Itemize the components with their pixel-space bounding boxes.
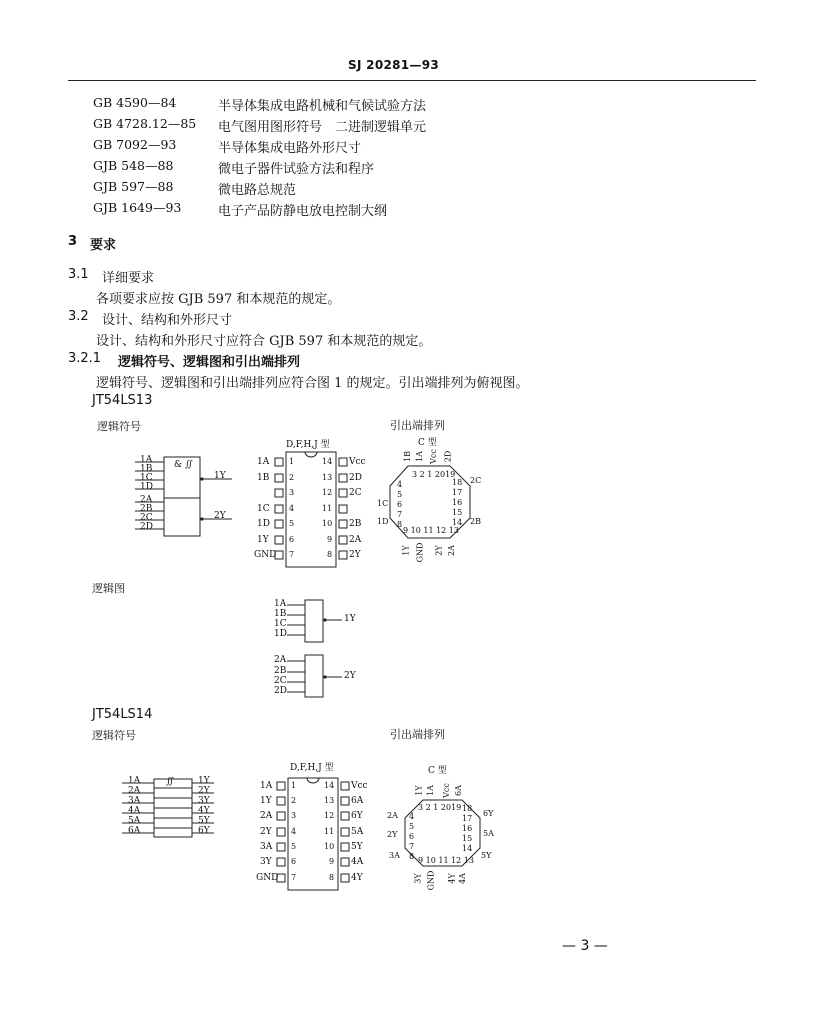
pin-name: 6A <box>453 785 463 796</box>
paragraph: 逻辑符号、逻辑图和引出端排列应符合图 1 的规定。引出端排列为俯视图。 <box>96 376 529 391</box>
pin-number: 4 <box>289 504 295 513</box>
pin-name: 2B <box>349 519 362 529</box>
pinout-label: 引出端排列 <box>390 419 445 432</box>
pin-label: 1B <box>274 609 287 619</box>
pin-name: 2A <box>349 535 362 545</box>
section-number: 3.1 <box>68 267 89 282</box>
pin-name: 2A <box>260 811 273 821</box>
pin-name: 2C <box>349 488 362 498</box>
pin-number: 14 <box>322 457 333 466</box>
pin-number: 17 <box>462 814 473 823</box>
pin-name: 2Y <box>349 550 361 560</box>
pin-number: 1 <box>291 781 297 790</box>
pin-name: 1B <box>402 451 412 462</box>
pin-name: 4Y <box>351 873 363 883</box>
logic-gate-1 <box>305 600 323 642</box>
pin-name: 5Y <box>481 851 492 860</box>
pin-label: 2B <box>140 504 153 514</box>
pin-number: 2 <box>291 796 297 805</box>
pin-name: 1Y <box>401 545 411 556</box>
pin-number: 11 <box>322 504 333 513</box>
pin-number: 13 <box>322 473 333 482</box>
pin-number: 8 <box>329 873 335 882</box>
ref-code: GJB 597—88 <box>93 179 174 194</box>
pin-label: 1Y <box>344 614 356 624</box>
pin-number: 14 <box>452 518 463 527</box>
ref-code: GB 4728.12—85 <box>93 116 197 131</box>
pin-number: 17 <box>452 488 463 497</box>
pin-number: 8 <box>409 852 415 861</box>
pin-label: 1A <box>128 776 141 786</box>
pin-number: 11 <box>324 827 335 836</box>
pin-name: GND <box>426 870 436 891</box>
pin-number: 12 <box>322 488 333 497</box>
logic-qualifier: ∬ <box>166 777 174 787</box>
pin-label: 2D <box>274 686 287 696</box>
pin-name: 2C <box>470 476 482 485</box>
pin-number: 12 <box>324 811 335 820</box>
pin-label: 2Y <box>198 786 210 796</box>
pin-name: 1Y <box>260 796 272 806</box>
pin-name: 1D <box>257 519 270 529</box>
pin-number: 16 <box>452 498 463 507</box>
document-id: SJ 20281—93 <box>348 58 440 72</box>
device-name: JT54LS13 <box>92 393 153 408</box>
pin-name: 1A <box>260 781 273 791</box>
pin-number: 15 <box>462 834 473 843</box>
pin-name: 3A <box>389 851 400 860</box>
pin-name: 1B <box>257 473 270 483</box>
pin-number: 14 <box>462 844 473 853</box>
section-number: 3 <box>68 234 78 249</box>
section-title: 要求 <box>90 238 117 253</box>
pin-name: 6Y <box>351 811 363 821</box>
pin-name: 1A <box>425 785 435 796</box>
pin-label: 1A <box>140 455 153 465</box>
pin-label: 1A <box>274 599 287 609</box>
package-label: D,F,H,J 型 <box>290 763 334 773</box>
pin-number: 6 <box>397 500 403 509</box>
pin-number: 2 <box>289 473 295 482</box>
pin-name: 4A <box>351 857 364 867</box>
ref-code: GB 4590—84 <box>93 95 177 110</box>
ref-code: GJB 548—88 <box>93 158 174 173</box>
pin-label: 2Y <box>214 511 226 521</box>
pin-name: 1Y <box>414 785 424 796</box>
pin-number: 16 <box>462 824 473 833</box>
paragraph: 设计、结构和外形尺寸应符合 GJB 597 和本规范的规定。 <box>96 334 432 349</box>
package-label: C 型 <box>418 438 437 448</box>
pin-label: 1D <box>274 629 287 639</box>
pin-label: 6Y <box>198 826 210 836</box>
logic-gate-2 <box>305 655 323 697</box>
pin-number: 8 <box>397 520 403 529</box>
pin-label: 1C <box>140 473 153 483</box>
pin-number: 7 <box>289 550 295 559</box>
pin-name: 3Y <box>260 857 272 867</box>
section-title: 逻辑符号、逻辑图和引出端排列 <box>118 355 301 370</box>
pin-number: 14 <box>324 781 335 790</box>
ref-title: 微电路总规范 <box>218 183 297 198</box>
pin-number: 18 <box>452 478 463 487</box>
logic-symbol-label: 逻辑符号 <box>92 729 136 742</box>
pin-number: 5 <box>289 519 295 528</box>
device-name: JT54LS14 <box>92 707 153 722</box>
pin-number: 3 <box>291 811 297 820</box>
logic-qualifier: & ∬ <box>174 460 193 470</box>
pin-number: 7 <box>397 510 403 519</box>
pin-number: 9 <box>329 857 335 866</box>
ref-title: 电气图用图形符号 二进制逻辑单元 <box>218 120 427 135</box>
lcc-bottom-numbers: 9 10 11 12 13 <box>403 526 459 535</box>
pin-name: 3Y <box>413 873 423 884</box>
ref-title: 微电子器件试验方法和程序 <box>218 162 375 177</box>
pin-name: Vcc <box>428 449 438 464</box>
pin-label: 4Y <box>198 806 210 816</box>
pin-number: 8 <box>327 550 333 559</box>
package-label: C 型 <box>428 766 447 776</box>
pin-name: 6A <box>351 796 364 806</box>
pin-label: 1C <box>274 619 287 629</box>
pin-name: 1A <box>257 457 270 467</box>
pin-name: 1A <box>414 451 424 462</box>
pin-number: 6 <box>409 832 415 841</box>
pin-number: 6 <box>291 857 297 866</box>
pin-label: 6A <box>128 826 141 836</box>
pin-label: 2A <box>128 786 141 796</box>
pin-name: 1D <box>377 517 389 526</box>
pin-label: 1B <box>140 464 153 474</box>
section-number: 3.2 <box>68 309 89 324</box>
ref-title: 电子产品防静电放电控制大纲 <box>218 204 388 219</box>
pin-label: 5A <box>128 816 141 826</box>
pin-number: 15 <box>452 508 463 517</box>
pin-name: 6Y <box>483 809 494 818</box>
pin-name: 4A <box>457 873 467 884</box>
pin-number: 1 <box>289 457 295 466</box>
pin-name: 5A <box>483 829 494 838</box>
pin-number: 4 <box>291 827 297 836</box>
pin-name: 2A <box>387 811 398 820</box>
pin-name: 3A <box>260 842 273 852</box>
page-number: — 3 — <box>562 938 608 954</box>
pin-name: 2Y <box>260 827 272 837</box>
pin-name: Vcc <box>349 457 366 467</box>
pin-name: 4Y <box>447 873 457 884</box>
pin-name: 2A <box>446 545 456 556</box>
pin-label: 2C <box>140 513 153 523</box>
logic-diagram-label: 逻辑图 <box>92 582 125 595</box>
pin-name: 2B <box>470 517 481 526</box>
section-title: 详细要求 <box>102 271 155 286</box>
pin-label: 3A <box>128 796 141 806</box>
paragraph: 各项要求应按 GJB 597 和本规范的规定。 <box>96 292 341 307</box>
lcc-top-numbers: 3 2 1 2019 <box>418 803 462 812</box>
logic-symbol-label: 逻辑符号 <box>97 420 141 433</box>
pin-label: 1Y <box>198 776 210 786</box>
pin-number: 5 <box>397 490 403 499</box>
pin-name: 2D <box>443 450 453 463</box>
ref-title: 半导体集成电路机械和气候试验方法 <box>218 99 427 114</box>
pinout-label: 引出端排列 <box>390 728 445 741</box>
pin-number: 9 <box>327 535 333 544</box>
lcc-bottom-numbers: 9 10 11 12 13 <box>418 856 474 865</box>
pin-name: 5A <box>351 827 364 837</box>
pin-label: 2B <box>274 666 287 676</box>
pin-name: GND <box>254 550 277 560</box>
pin-label: 3Y <box>198 796 210 806</box>
pin-name: 1C <box>257 504 270 514</box>
pin-number: 4 <box>409 812 415 821</box>
pin-number: 4 <box>397 480 403 489</box>
pin-label: 2Y <box>344 671 356 681</box>
pin-name: 5Y <box>351 842 363 852</box>
lcc-top-numbers: 3 2 1 2019 <box>412 470 456 479</box>
pin-name: 1C <box>377 499 389 508</box>
section-title: 设计、结构和外形尺寸 <box>102 313 233 328</box>
ref-code: GB 7092—93 <box>93 137 177 152</box>
pin-number: 7 <box>291 873 297 882</box>
pin-name: 2Y <box>387 830 398 839</box>
pin-label: 2A <box>274 655 287 665</box>
ref-title: 半导体集成电路外形尺寸 <box>218 141 362 156</box>
pin-number: 5 <box>409 822 415 831</box>
pin-number: 18 <box>462 804 473 813</box>
pin-number: 10 <box>324 842 335 851</box>
pin-name: 2D <box>349 473 362 483</box>
pin-label: 2D <box>140 522 153 532</box>
pin-number: 13 <box>324 796 335 805</box>
pin-number: 6 <box>289 535 295 544</box>
pin-name: 1Y <box>257 535 269 545</box>
pin-number: 10 <box>322 519 333 528</box>
pin-number: 5 <box>291 842 297 851</box>
pin-name: GND <box>415 542 425 563</box>
pin-name: Vcc <box>441 783 451 798</box>
section-number: 3.2.1 <box>68 351 102 366</box>
ref-code: GJB 1649—93 <box>93 200 182 215</box>
pin-label: 2C <box>274 676 287 686</box>
pin-label: 2A <box>140 495 153 505</box>
pin-label: 1D <box>140 482 153 492</box>
pin-label: 4A <box>128 806 141 816</box>
pin-name: GND <box>256 873 279 883</box>
pin-label: 1Y <box>214 471 226 481</box>
pin-name: 2Y <box>434 545 444 556</box>
pin-number: 7 <box>409 842 415 851</box>
pin-label: 5Y <box>198 816 210 826</box>
pin-name: Vcc <box>351 781 368 791</box>
package-label: D,F,H,J 型 <box>286 440 330 450</box>
pin-number: 3 <box>289 488 295 497</box>
